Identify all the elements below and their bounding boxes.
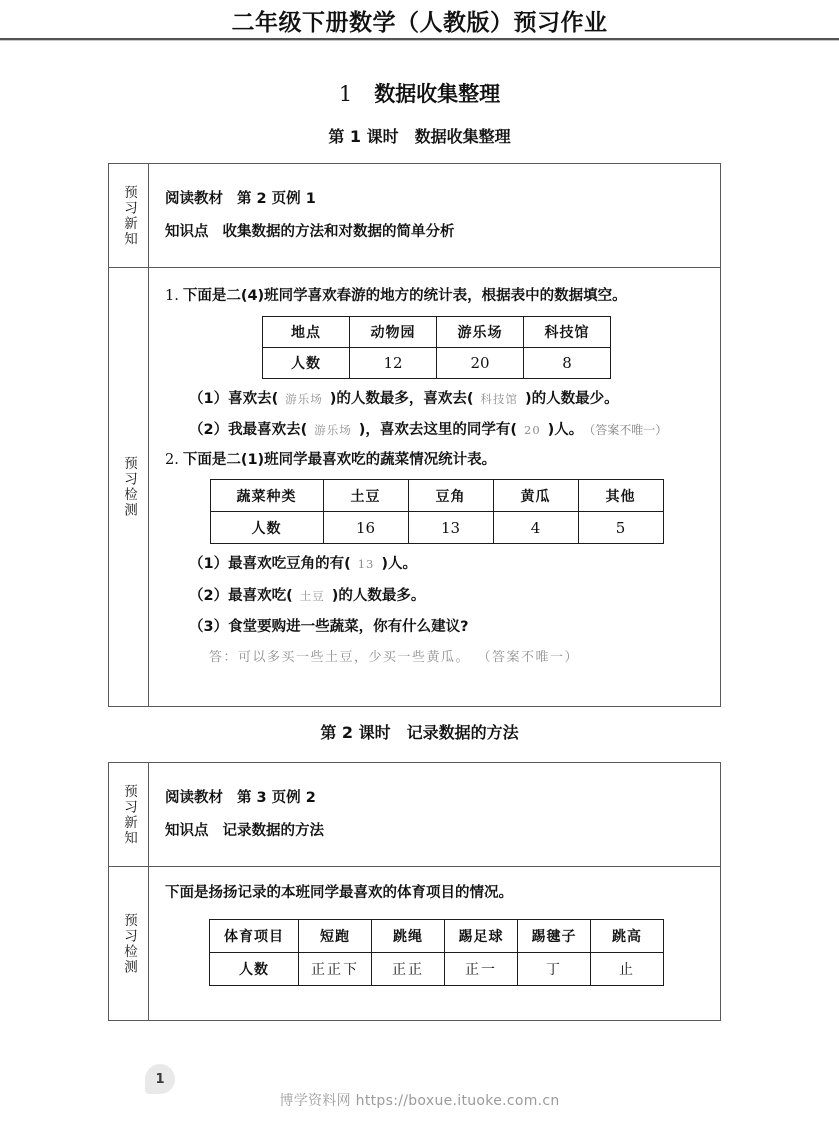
side-label-text: 预习检测 — [121, 456, 138, 518]
answer-blank[interactable]: 游乐场 — [314, 423, 352, 438]
answer-blank[interactable]: 土豆 — [299, 588, 325, 603]
table-data-cell: 13 — [408, 512, 493, 544]
question-2-body: 下面是二(1)班同学最喜欢吃的蔬菜情况统计表。 — [182, 451, 497, 468]
point-value: 记录数据的方法 — [222, 822, 324, 839]
unit-name: 数据收集整理 — [374, 82, 501, 106]
tally-cell: 正正 — [372, 952, 445, 985]
lesson-2-intro-text: 下面是扬扬记录的本班同学最喜欢的体育项目的情况。 — [165, 885, 513, 901]
lesson-1-label: 第 1 课时 — [328, 127, 399, 146]
lesson-1-prepare-row — [109, 164, 720, 267]
lesson-1-test-side-label — [109, 268, 149, 706]
sub-label: （1） — [189, 390, 229, 407]
question-1-sub-2 — [189, 419, 708, 441]
lesson-2-prepare-row — [109, 763, 720, 866]
table-data-cell: 16 — [323, 512, 408, 544]
table-header-cell: 跳绳 — [372, 919, 445, 952]
read-value: 第 2 页例 1 — [237, 191, 316, 207]
question-2-sub-3 — [189, 616, 708, 638]
lesson-2-label: 第 2 课时 — [320, 723, 391, 742]
side-label-text: 预习新知 — [121, 783, 138, 846]
question-1-text — [165, 286, 708, 308]
table-data-cell: 5 — [578, 512, 663, 544]
watermark-text: 博学资料网 https://boxue.ituoke.com.cn — [279, 1093, 560, 1109]
table-data-cell: 8 — [524, 347, 611, 378]
page-title: 二年级下册数学（人教版）预习作业 — [231, 10, 608, 36]
table-header-cell: 踢毽子 — [518, 919, 591, 952]
question-1-sub-1 — [189, 388, 708, 410]
table-header-cell: 黄瓜 — [493, 480, 578, 512]
tally-cell: 正正下 — [299, 952, 372, 985]
table-header-cell: 人数 — [210, 952, 299, 985]
lesson-1-test-body — [149, 268, 720, 706]
table-header-cell: 土豆 — [323, 480, 408, 512]
read-label: 阅读教材 — [165, 790, 223, 806]
sub-text-b: )人。 — [381, 556, 418, 573]
sub-label: （2） — [189, 587, 229, 604]
table-header-cell: 人数 — [263, 347, 350, 378]
sub-text-a: 我最喜欢去( — [228, 422, 308, 439]
sub-text-a: 最喜欢吃( — [228, 587, 293, 604]
lesson-2-read-line — [165, 791, 708, 806]
lesson-1-read-line — [165, 192, 708, 207]
sub-text-a: 喜欢去( — [228, 390, 279, 407]
table-header-cell: 其他 — [578, 480, 663, 512]
answer-blank[interactable]: 20 — [524, 423, 541, 438]
lesson-1-name: 数据收集整理 — [414, 127, 511, 146]
sub-label: （2） — [189, 422, 229, 439]
question-2-sub-1 — [189, 553, 708, 575]
sub-text-c: )人。 — [547, 422, 584, 439]
point-label: 知识点 — [165, 223, 209, 240]
table-header-cell: 蔬菜种类 — [210, 480, 323, 512]
question-2-text — [165, 450, 708, 472]
lesson-2-test-row — [109, 866, 720, 1020]
answer-blank[interactable]: 13 — [357, 557, 375, 572]
table-header-cell: 体育项目 — [210, 919, 299, 952]
lesson-1-point-line — [165, 225, 708, 240]
lesson-2-table — [209, 919, 664, 986]
lesson-1-test-row — [109, 267, 720, 706]
table-row — [210, 512, 663, 544]
table-row — [263, 347, 611, 378]
sub-text-b: )的人数最多。 — [331, 587, 426, 604]
side-label-text: 预习检测 — [121, 912, 138, 975]
lesson-2-prepare-side-label — [109, 763, 149, 866]
read-value: 第 3 页例 2 — [237, 790, 316, 806]
sub-text-c: )的人数最少。 — [525, 390, 619, 407]
unit-title — [0, 78, 839, 108]
table-data-cell: 20 — [437, 347, 524, 378]
tally-cell: 丁 — [518, 952, 591, 985]
handwritten-answer-text: 答：可以多买一些土豆，少买一些黄瓜。 — [209, 649, 471, 665]
lesson-2-name: 记录数据的方法 — [406, 723, 519, 742]
table-header-cell: 踢足球 — [445, 919, 518, 952]
answer-blank[interactable]: 游乐场 — [285, 391, 323, 406]
table-header-cell: 短跑 — [299, 919, 372, 952]
lesson-2-test-body — [149, 867, 720, 1020]
tally-cell: 正一 — [445, 952, 518, 985]
point-label: 知识点 — [165, 822, 209, 839]
sub-text-a: 最喜欢吃豆角的有( — [228, 556, 351, 573]
header-divider — [0, 38, 839, 41]
sub-label: （1） — [189, 556, 229, 573]
lesson-2-test-side-label — [109, 867, 149, 1020]
sub-label: （3） — [189, 619, 229, 636]
question-1-table — [262, 316, 611, 379]
table-row — [263, 316, 611, 347]
read-label: 阅读教材 — [165, 191, 223, 207]
question-1-number: 1. — [165, 288, 179, 304]
question-2-number: 2. — [165, 451, 179, 468]
lesson-2-point-line — [165, 824, 708, 839]
side-label-text: 预习新知 — [121, 184, 138, 247]
answer-blank[interactable]: 科技馆 — [480, 391, 518, 406]
handwritten-answer-note: （答案不唯一） — [484, 649, 580, 665]
page-number: 1 — [155, 1071, 165, 1087]
table-header-cell: 游乐场 — [437, 316, 524, 347]
tally-cell: 止 — [591, 952, 664, 985]
lesson-2-title — [0, 720, 839, 743]
lesson-1-box — [108, 163, 721, 707]
table-data-cell: 4 — [493, 512, 578, 544]
table-header-cell: 人数 — [210, 512, 323, 544]
sub-text-b: )的人数最多，喜欢去( — [329, 390, 474, 407]
question-2-handwritten-answer[interactable] — [209, 646, 708, 665]
page-header — [0, 8, 839, 38]
table-row — [210, 919, 664, 952]
lesson-2-box — [108, 762, 721, 1021]
table-data-cell: 12 — [350, 347, 437, 378]
table-header-cell: 跳高 — [591, 919, 664, 952]
lesson-1-prepare-side-label — [109, 164, 149, 267]
sub-text-b: )，喜欢去这里的同学有( — [358, 422, 517, 439]
unit-number: 1 — [338, 82, 353, 106]
table-row — [210, 480, 663, 512]
table-header-cell: 地点 — [263, 316, 350, 347]
question-2-sub-2 — [189, 585, 708, 607]
point-value: 收集数据的方法和对数据的简单分析 — [222, 223, 455, 240]
table-header-cell: 科技馆 — [524, 316, 611, 347]
question-2-table — [210, 479, 664, 544]
lesson-2-prepare-body — [149, 763, 720, 866]
table-header-cell: 豆角 — [408, 480, 493, 512]
question-1-body: 下面是二(4)班同学喜欢春游的地方的统计表，根据表中的数据填空。 — [182, 288, 627, 304]
table-header-cell: 动物园 — [350, 316, 437, 347]
table-row — [210, 952, 664, 985]
lesson-1-title — [0, 124, 839, 147]
answer-note: （答案不唯一） — [589, 423, 668, 438]
sub-text-a: 食堂要购进一些蔬菜，你有什么建议? — [228, 619, 469, 636]
lesson-1-prepare-body — [149, 164, 720, 267]
